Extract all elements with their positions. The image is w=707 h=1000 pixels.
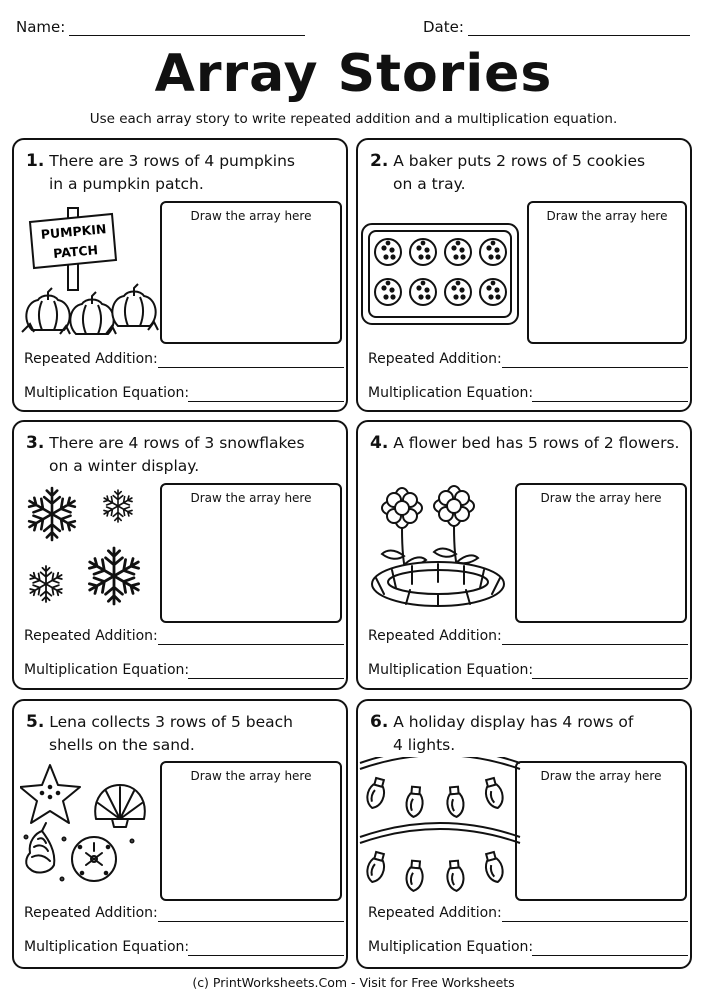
draw-array-box-1[interactable]	[160, 201, 342, 344]
question-text-5	[26, 711, 293, 757]
repeated-addition-line-5[interactable]	[158, 907, 344, 922]
repeated-addition-label: Repeated Addition:	[368, 905, 502, 921]
question-line-1: There are 3 rows of 4 pumpkins	[49, 152, 295, 170]
draw-label: Draw the array here	[540, 491, 662, 505]
multiplication-row-5	[24, 939, 189, 955]
repeated-addition-line-3[interactable]	[158, 630, 344, 645]
question-line-1: A holiday display has 4 rows of	[393, 713, 634, 731]
draw-array-box-3[interactable]	[160, 483, 342, 623]
multiplication-line-6[interactable]	[532, 941, 688, 956]
repeated-addition-line-6[interactable]	[502, 907, 688, 922]
draw-array-box-5[interactable]	[160, 761, 342, 901]
draw-array-box-2[interactable]	[527, 201, 687, 344]
draw-array-box-4[interactable]	[515, 483, 687, 623]
name-line[interactable]	[69, 21, 305, 36]
multiplication-line-5[interactable]	[188, 941, 344, 956]
multiplication-line-4[interactable]	[532, 664, 688, 679]
multiplication-row-3	[24, 662, 189, 678]
page-title: Array Stories	[154, 44, 553, 104]
draw-label: Draw the array here	[190, 491, 312, 505]
holiday-lights-illustration	[358, 757, 522, 897]
repeated-addition-line-4[interactable]	[502, 630, 688, 645]
name-field[interactable]	[16, 18, 305, 36]
question-number: 1.	[26, 151, 45, 171]
question-line-2: on a winter display.	[49, 457, 200, 475]
question-number: 5.	[26, 712, 45, 732]
repeated-addition-label: Repeated Addition:	[368, 351, 502, 367]
draw-label: Draw the array here	[546, 209, 668, 223]
question-card-6	[356, 699, 692, 969]
question-line-1: A flower bed has 5 rows of 2 flowers.	[393, 434, 680, 452]
question-text-4	[370, 432, 679, 455]
flower-bed-illustration	[366, 484, 510, 612]
question-text-6	[370, 711, 633, 757]
question-text-3	[26, 432, 305, 478]
instructions: Use each array story to write repeated addition and a multiplication equation.	[89, 111, 618, 127]
draw-label: Draw the array here	[540, 769, 662, 783]
question-number: 4.	[370, 433, 389, 453]
question-line-1: There are 4 rows of 3 snowflakes	[49, 434, 305, 452]
snowflakes-illustration	[22, 484, 160, 614]
question-line-1: Lena collects 3 rows of 5 beach	[49, 713, 293, 731]
repeated-addition-line-2[interactable]	[502, 353, 688, 368]
multiplication-row-1	[24, 385, 189, 401]
multiplication-label: Multiplication Equation:	[368, 385, 534, 401]
repeated-addition-row-1	[24, 351, 158, 367]
multiplication-row-6	[368, 939, 533, 955]
footer-credit: (c) PrintWorksheets.Com - Visit for Free Worksheets	[192, 975, 515, 990]
question-number: 6.	[370, 712, 389, 732]
name-label: Name:	[16, 18, 66, 36]
question-text-1	[26, 150, 295, 196]
question-line-1: A baker puts 2 rows of 5 cookies	[393, 152, 646, 170]
repeated-addition-label: Repeated Addition:	[24, 905, 158, 921]
multiplication-label: Multiplication Equation:	[24, 662, 190, 678]
repeated-addition-row-6	[368, 905, 502, 921]
multiplication-label: Multiplication Equation:	[368, 662, 534, 678]
question-card-5	[12, 699, 348, 969]
multiplication-line-2[interactable]	[532, 387, 688, 402]
question-text-2	[370, 150, 645, 196]
repeated-addition-label: Repeated Addition:	[24, 351, 158, 367]
repeated-addition-label: Repeated Addition:	[24, 628, 158, 644]
cookie-tray-illustration	[360, 222, 520, 328]
multiplication-line-3[interactable]	[188, 664, 344, 679]
draw-label: Draw the array here	[190, 209, 312, 223]
repeated-addition-row-3	[24, 628, 158, 644]
multiplication-label: Multiplication Equation:	[24, 385, 190, 401]
question-number: 3.	[26, 433, 45, 453]
repeated-addition-row-2	[368, 351, 502, 367]
question-line-2: shells on the sand.	[49, 736, 195, 754]
question-card-1	[12, 138, 348, 412]
repeated-addition-label: Repeated Addition:	[368, 628, 502, 644]
sign-line-1: PUMPKIN	[40, 221, 107, 242]
beach-shells-illustration	[20, 761, 160, 893]
question-card-2	[356, 138, 692, 412]
multiplication-line-1[interactable]	[188, 387, 344, 402]
date-line[interactable]	[468, 21, 690, 36]
multiplication-row-2	[368, 385, 533, 401]
question-card-3	[12, 420, 348, 690]
date-field[interactable]	[423, 18, 690, 36]
pumpkin-patch-illustration	[20, 202, 164, 338]
question-card-4	[356, 420, 692, 690]
multiplication-row-4	[368, 662, 533, 678]
sign-line-2: PATCH	[52, 242, 99, 261]
multiplication-label: Multiplication Equation:	[24, 939, 190, 955]
question-line-2: on a tray.	[393, 175, 466, 193]
repeated-addition-row-4	[368, 628, 502, 644]
question-line-2: 4 lights.	[393, 736, 456, 754]
question-line-2: in a pumpkin patch.	[49, 175, 204, 193]
question-number: 2.	[370, 151, 389, 171]
repeated-addition-row-5	[24, 905, 158, 921]
multiplication-label: Multiplication Equation:	[368, 939, 534, 955]
repeated-addition-line-1[interactable]	[158, 353, 344, 368]
draw-label: Draw the array here	[190, 769, 312, 783]
date-label: Date:	[423, 18, 464, 36]
draw-array-box-6[interactable]	[515, 761, 687, 901]
